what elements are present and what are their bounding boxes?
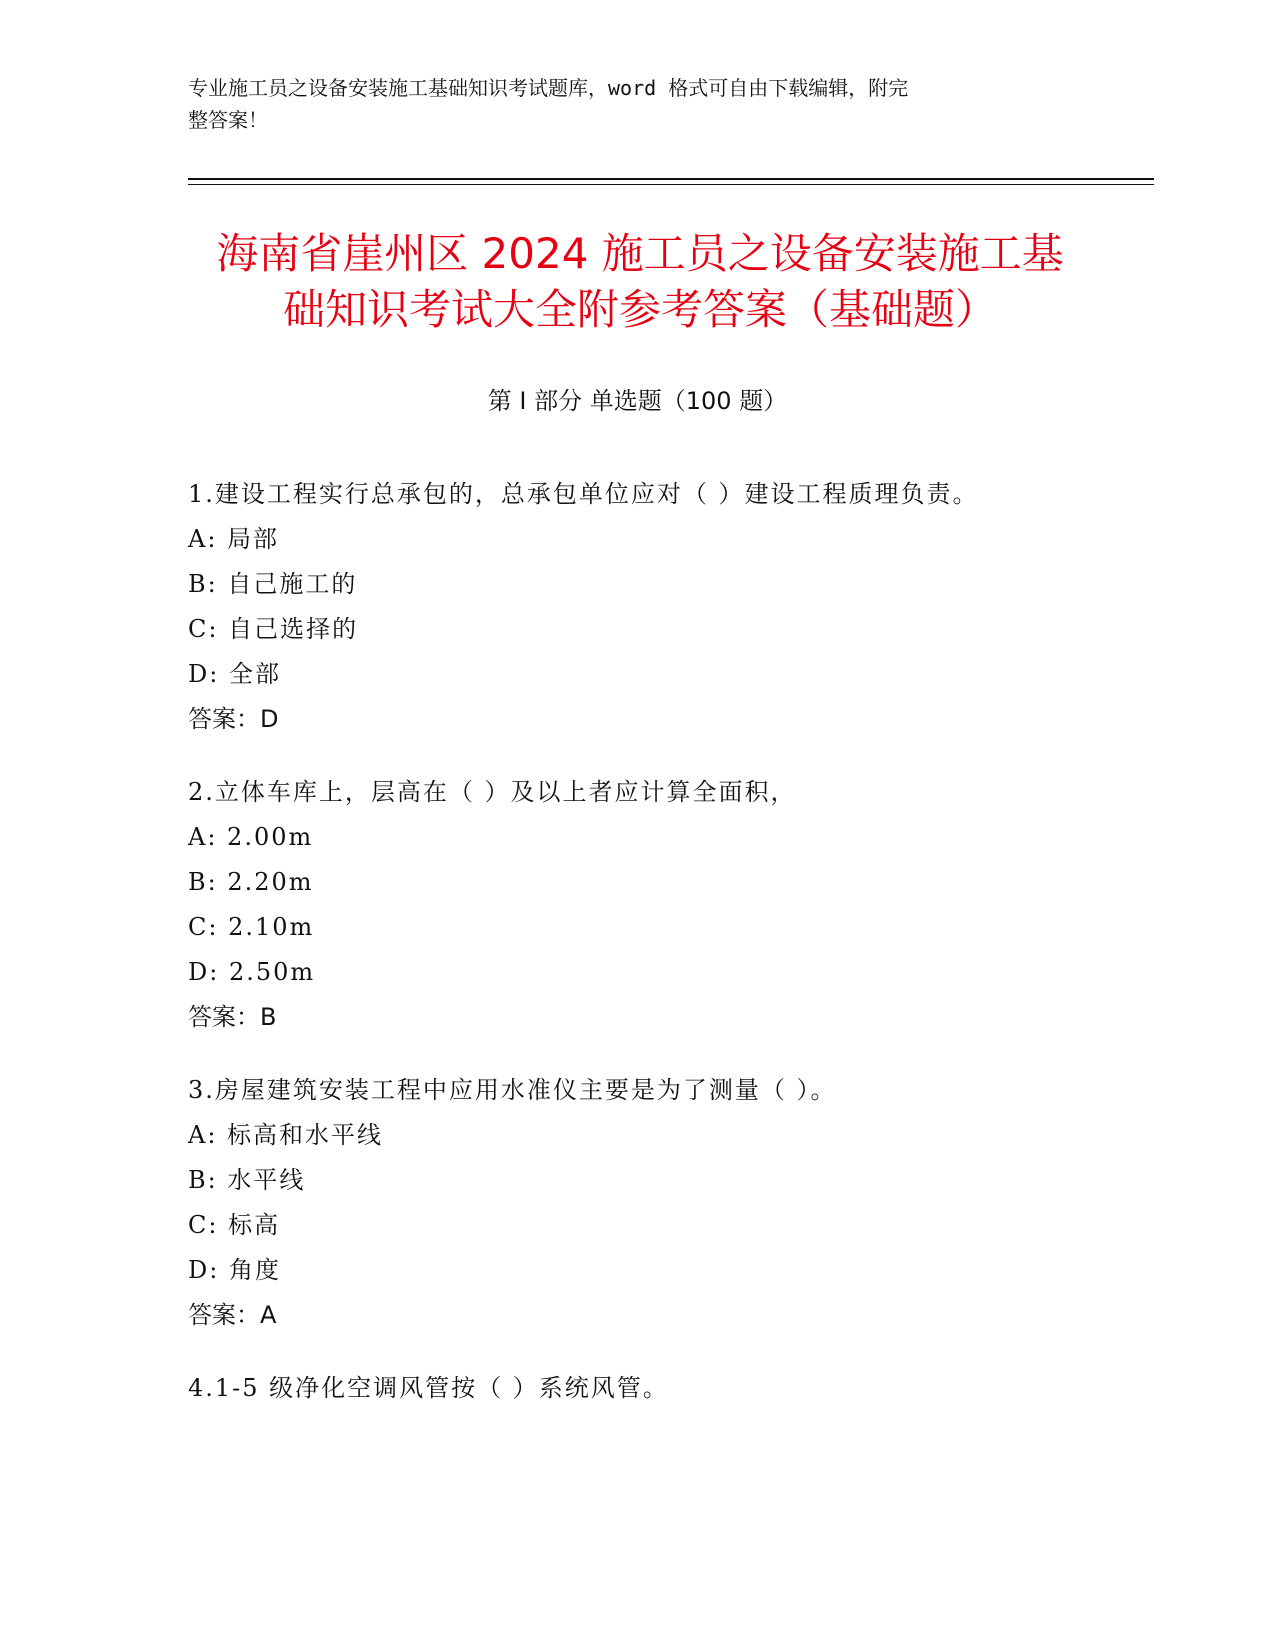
question-text: 2.立体车库上，层高在（ ）及以上者应计算全面积， — [188, 778, 797, 806]
question-4 — [188, 1366, 1108, 1411]
question-text: 1.建设工程实行总承包的，总承包单位应对（ ）建设工程质理负责。 — [188, 480, 979, 508]
option-c: C: 标高 — [188, 1211, 281, 1239]
option-c: C: 自己选择的 — [188, 615, 359, 643]
question-2 — [188, 770, 1108, 1040]
question-text: 4.1-5 级净化空调风管按（ ）系统风管。 — [188, 1374, 669, 1402]
option-b: B: 2.20m — [188, 868, 314, 896]
option-b: B: 水平线 — [188, 1166, 306, 1194]
document-title-line2: 础知识考试大全附参考答案（基础题） — [282, 285, 997, 334]
document-title-line1: 海南省崖州区 2024 施工员之设备安装施工基 — [216, 229, 1064, 278]
option-d: D: 全部 — [188, 660, 281, 688]
answer: 答案：B — [188, 1003, 277, 1031]
question-3 — [188, 1068, 1108, 1338]
option-c: C: 2.10m — [188, 913, 315, 941]
header-divider-thick — [188, 178, 1154, 180]
question-list — [188, 472, 1108, 1439]
answer: 答案：A — [188, 1301, 277, 1329]
document-title — [170, 226, 1110, 338]
header-note — [188, 72, 1068, 136]
header-divider-thin — [188, 184, 1154, 185]
option-a: A: 局部 — [188, 525, 280, 553]
option-d: D: 角度 — [188, 1256, 281, 1284]
option-a: A: 标高和水平线 — [188, 1121, 384, 1149]
question-1 — [188, 472, 1108, 742]
option-b: B: 自己施工的 — [188, 570, 358, 598]
option-a: A: 2.00m — [188, 823, 314, 851]
section-title: 第 I 部分 单选题（100 题） — [487, 387, 788, 415]
header-note-line1: 专业施工员之设备安装施工基础知识考试题库，word 格式可自由下载编辑，附完 — [188, 76, 909, 100]
header-note-line2: 整答案！ — [188, 108, 268, 132]
question-text: 3.房屋建筑安装工程中应用水准仪主要是为了测量（ ）。 — [188, 1076, 837, 1104]
answer: 答案：D — [188, 705, 279, 733]
option-d: D: 2.50m — [188, 958, 316, 986]
